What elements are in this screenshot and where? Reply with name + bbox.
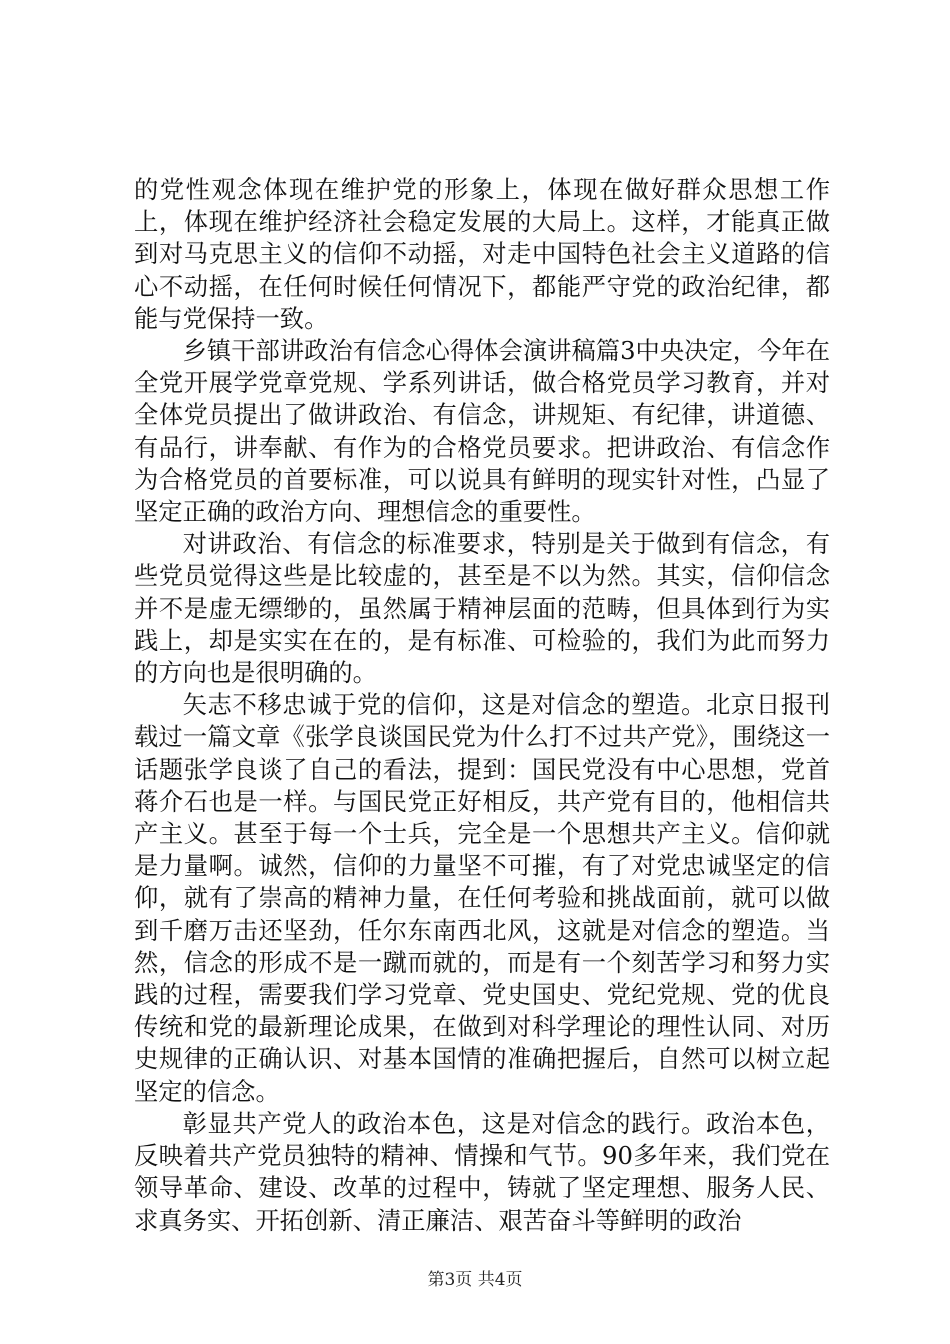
page-footer: 第3页 共4页 [427, 1270, 523, 1290]
paragraph-continued: 的党性观念体现在维护党的形象上，体现在做好群众思想工作上，体现在维护经济社会稳定发展的大局上。这样，才能真正做到对马克思主义的信仰不动摇，对走中国特色社会主义道路的信心不动摇，在任何时候任何情况下，都能严守党的政治纪律，都能与党保持一致。 [134, 175, 830, 333]
document-body [134, 174, 830, 1237]
paragraph: 矢志不移忠诚于党的信仰，这是对信念的塑造。北京日报刊载过一篇文章《张学良谈国民党为什么打不过共产党》，围绕这一话题张学良谈了自己的看法，提到：国民党没有中心思想，党首蒋介石也是一样。与国民党正好相反，共产党有目的，他相信共产主义。甚至于每一个士兵，完全是一个思想共产主义。信仰就是力量啊。诚然，信仰的力量坚不可摧，有了对党忠诚坚定的信仰，就有了崇高的精神力量，在任何考验和挑战面前，就可以做到千磨万击还坚劲，任尔东南西北风，这就是对信念的塑造。当然，信念的形成不是一蹴而就的，而是有一个刻苦学习和努力实践的过程，需要我们学习党章、党史国史、党纪党规、党的优良传统和党的最新理论成果，在做到对科学理论的理性认同、对历史规律的正确认识、对基本国情的准确把握后，自然可以树立起坚定的信念。 [134, 690, 830, 1106]
paragraph: 彰显共产党人的政治本色，这是对信念的践行。政治本色，反映着共产党员独特的精神、情操和气节。90多年来，我们党在领导革命、建设、改革的过程中，铸就了坚定理想、服务人民、求真务实、开拓创新、清正廉洁、艰苦奋斗等鲜明的政治 [134, 1108, 830, 1235]
paragraph: 对讲政治、有信念的标准要求，特别是关于做到有信念，有些党员觉得这些是比较虚的，甚至是不以为然。其实，信仰信念并不是虚无缥缈的，虽然属于精神层面的范畴，但具体到行为实践上，却是实实在在的，是有标准、可检验的，我们为此而努力的方向也是很明确的。 [134, 529, 830, 688]
paragraph: 乡镇干部讲政治有信念心得体会演讲稿篇3中央决定，今年在全党开展学党章党规、学系列讲话，做合格党员学习教育，并对全体党员提出了做讲政治、有信念，讲规矩、有纪律，讲道德、有品行，讲奉献、有作为的合格党员要求。把讲政治、有信念作为合格党员的首要标准，可以说具有鲜明的现实针对性，凸显了坚定正确的政治方向、理想信念的重要性。 [134, 336, 830, 527]
